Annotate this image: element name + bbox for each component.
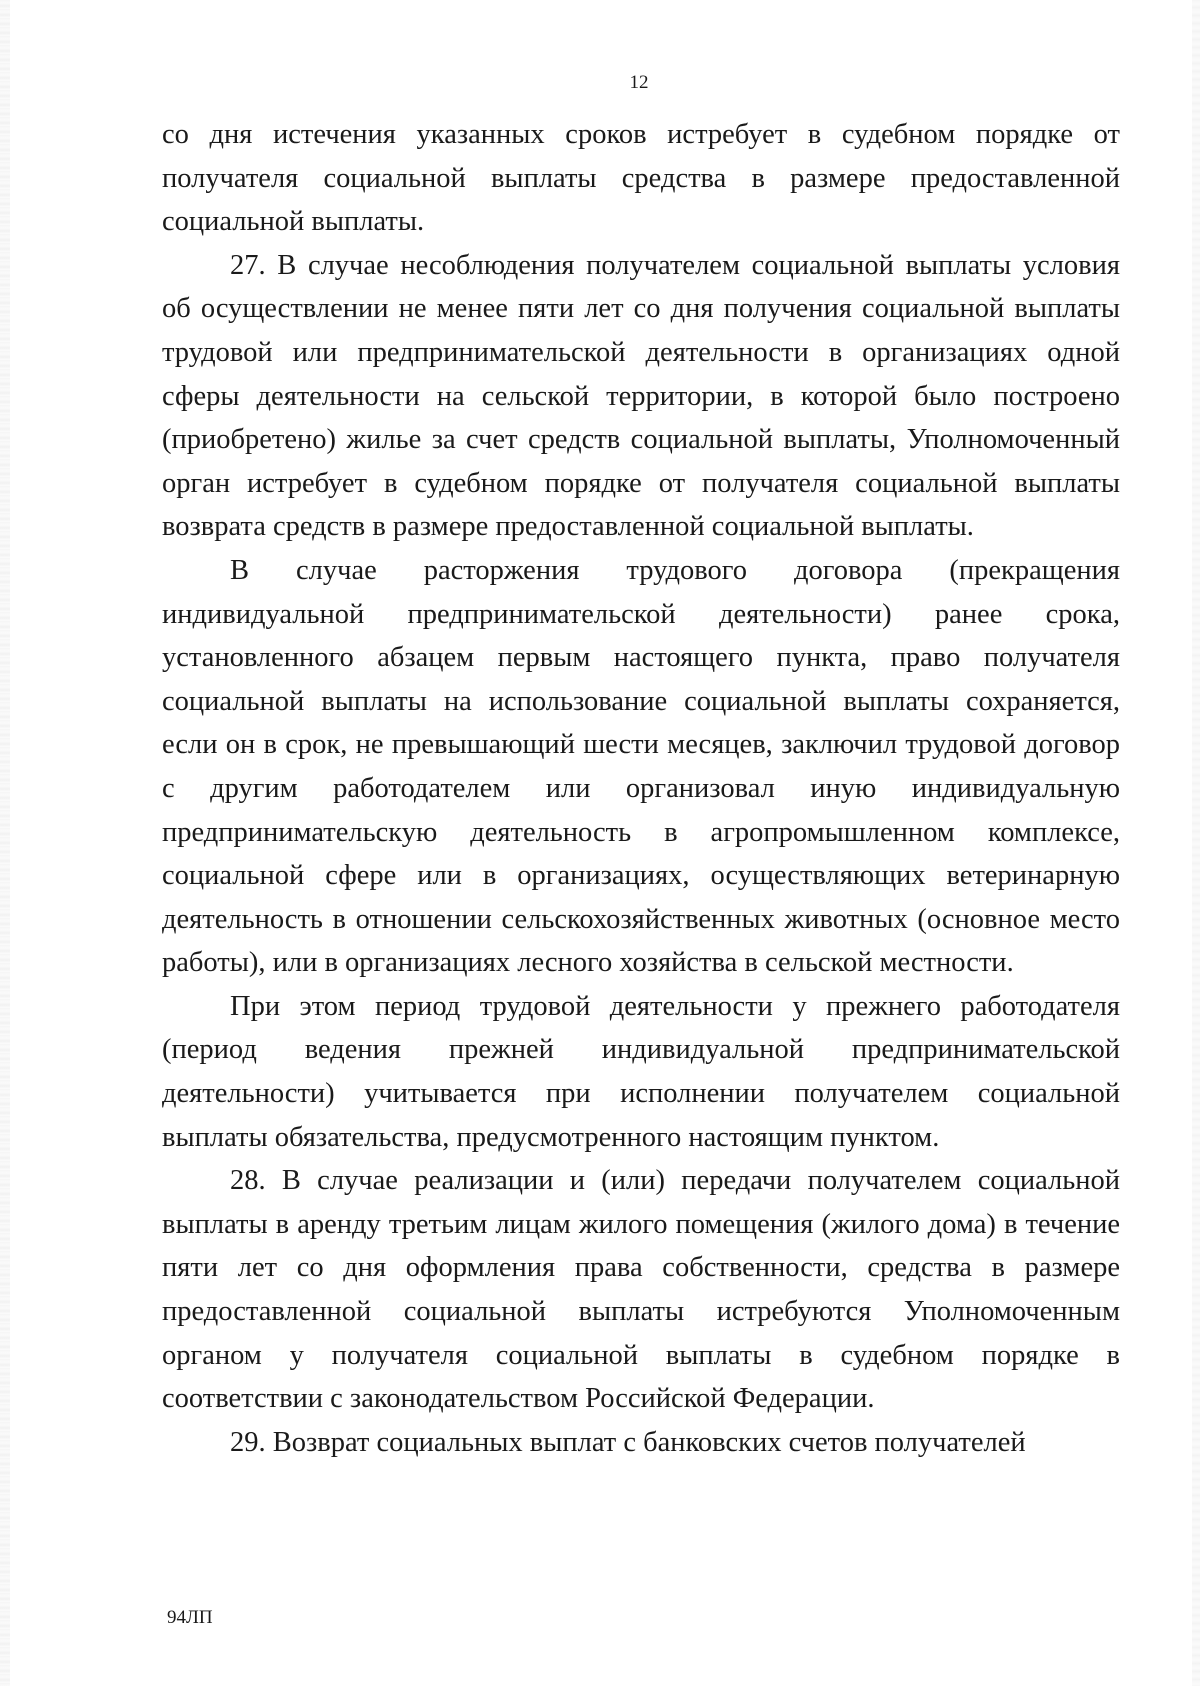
document-body [162, 113, 1120, 1464]
paragraph-clause-28: 28. В случае реализации и (или) передачи получателем социальной выплаты в аренду третьим лицам жилого помещения (жилого дома) в течение пяти лет со дня оформления права собственности, средства в размере предоставленной социальной выплаты истребуются Уполномоченным органом у получателя социальной выплаты в судебном порядке в соответствии с законодательством Российской Федерации. [162, 1165, 1120, 1415]
scan-edge-right [1192, 0, 1200, 1686]
paragraph-contract-termination: В случае расторжения трудового договора (прекращения индивидуальной предпринимательской деятельности) ранее срока, установленного абзацем первым настоящего пункта, право получателя социальной выплаты на использование социальной выплаты сохраняется, если он в срок, не превышающий шести месяцев, заключил трудовой договор с другим работодателем или организовал иную индивидуальную предпринимательскую деятельность в агропромышленном комплексе, социальной сфере или в организациях, осуществляющих ветеринарную деятельность в отношении сельскохозяйственных животных (основное место работы), или в организациях лесного хозяйства в сельской местности. [162, 554, 1120, 979]
paragraph-continuation: со дня истечения указанных сроков истребует в судебном порядке от получателя социальной выплаты средства в размере предоставленной социальной выплаты. [162, 119, 1120, 238]
page-number: 12 [629, 72, 649, 93]
footer-document-code: 94ЛП [167, 1607, 213, 1628]
scan-edge-left [0, 0, 10, 1686]
paragraph-clause-27: 27. В случае несоблюдения получателем социальной выплаты условия об осуществлении не менее пяти лет со дня получения социальной выплаты трудовой или предпринимательской деятельности в организациях одной сферы деятельности на сельской территории, в которой было построено (приобретено) жилье за счет средств социальной выплаты, Уполномоченный орган истребует в судебном порядке от получателя социальной выплаты возврата средств в размере предоставленной социальной выплаты. [162, 249, 1120, 543]
paragraph-previous-employer: При этом период трудовой деятельности у прежнего работодателя (период ведения прежней индивидуальной предпринимательской деятельности) учитывается при исполнении получателем социальной выплаты обязательства, предусмотренного настоящим пунктом. [162, 990, 1120, 1153]
paragraph-clause-29: 29. Возврат социальных выплат с банковских счетов получателей [230, 1426, 1026, 1458]
